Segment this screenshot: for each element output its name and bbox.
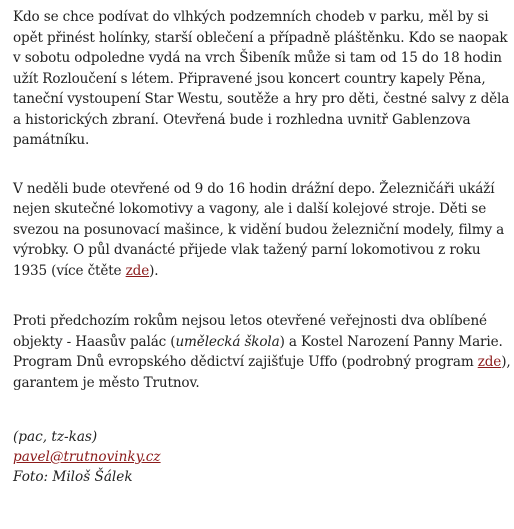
article-body <box>13 7 511 487</box>
paragraph-depo-end: ). <box>149 262 159 279</box>
paragraph-closed-objects <box>13 311 511 393</box>
paragraph-sibenik <box>13 7 511 151</box>
paragraph-depo <box>13 179 511 282</box>
paragraph-closed-text-c: ), garantem je město Trutnov. <box>13 354 511 391</box>
photo-credit: Foto: Miloš Šálek <box>13 469 133 485</box>
paragraph-depo-text: V neděli bude otevřené od 9 do 16 hodin drážní depo. Železničáři ukáží nejen skutečné lokomotivy a vagony, ale i další kolejové stroje. Děti se svezou na posunovací mašince, k vidění budou železniční modely, filmy a výrobky. O půl dvanácté přijede vlak tažený parní lokomotivou z roku 1935 (více čtěte <box>13 180 505 279</box>
paragraph-closed-text-b: ) a Kostel Narození Panny Marie. Program Dnů evropského dědictví zajišťuje Uffo (podrobný program <box>13 333 503 370</box>
art-school-label: umělecká škola <box>175 333 280 350</box>
paragraph-spacer <box>13 281 511 311</box>
signature-authors: (pac, tz-kas) <box>13 429 98 445</box>
paragraph-spacer <box>13 151 511 179</box>
paragraph-sibenik-text: Kdo se chce podívat do vlhkých podzemních chodeb v parku, měl by si opět přinést holínky, starší oblečení a případně pláštěnku. Kdo se naopak v sobotu odpoledne vydá na vrch Šibeník může si tam od 15 do 18 hodin užít Rozloučení s létem. Připravené jsou koncert country kapely Pěna, taneční vystoupení Star Westu, soutěže a hry pro děti, čestné salvy z děla a historických zbraní. Otevřená bude i rozhledna uvnitř Gablenzova památníku. <box>13 9 510 148</box>
program-link[interactable]: zde <box>477 354 502 370</box>
paragraph-closed-text-a: Proti předchozím rokům nejsou letos otevřené veřejnosti dva oblíbené objekty - Haasův palác ( <box>13 313 487 350</box>
author-email-link[interactable]: pavel@trutnovinky.cz <box>13 449 161 465</box>
signature-block <box>13 427 511 487</box>
depo-more-link[interactable]: zde <box>125 262 150 279</box>
paragraph-spacer <box>13 393 511 427</box>
